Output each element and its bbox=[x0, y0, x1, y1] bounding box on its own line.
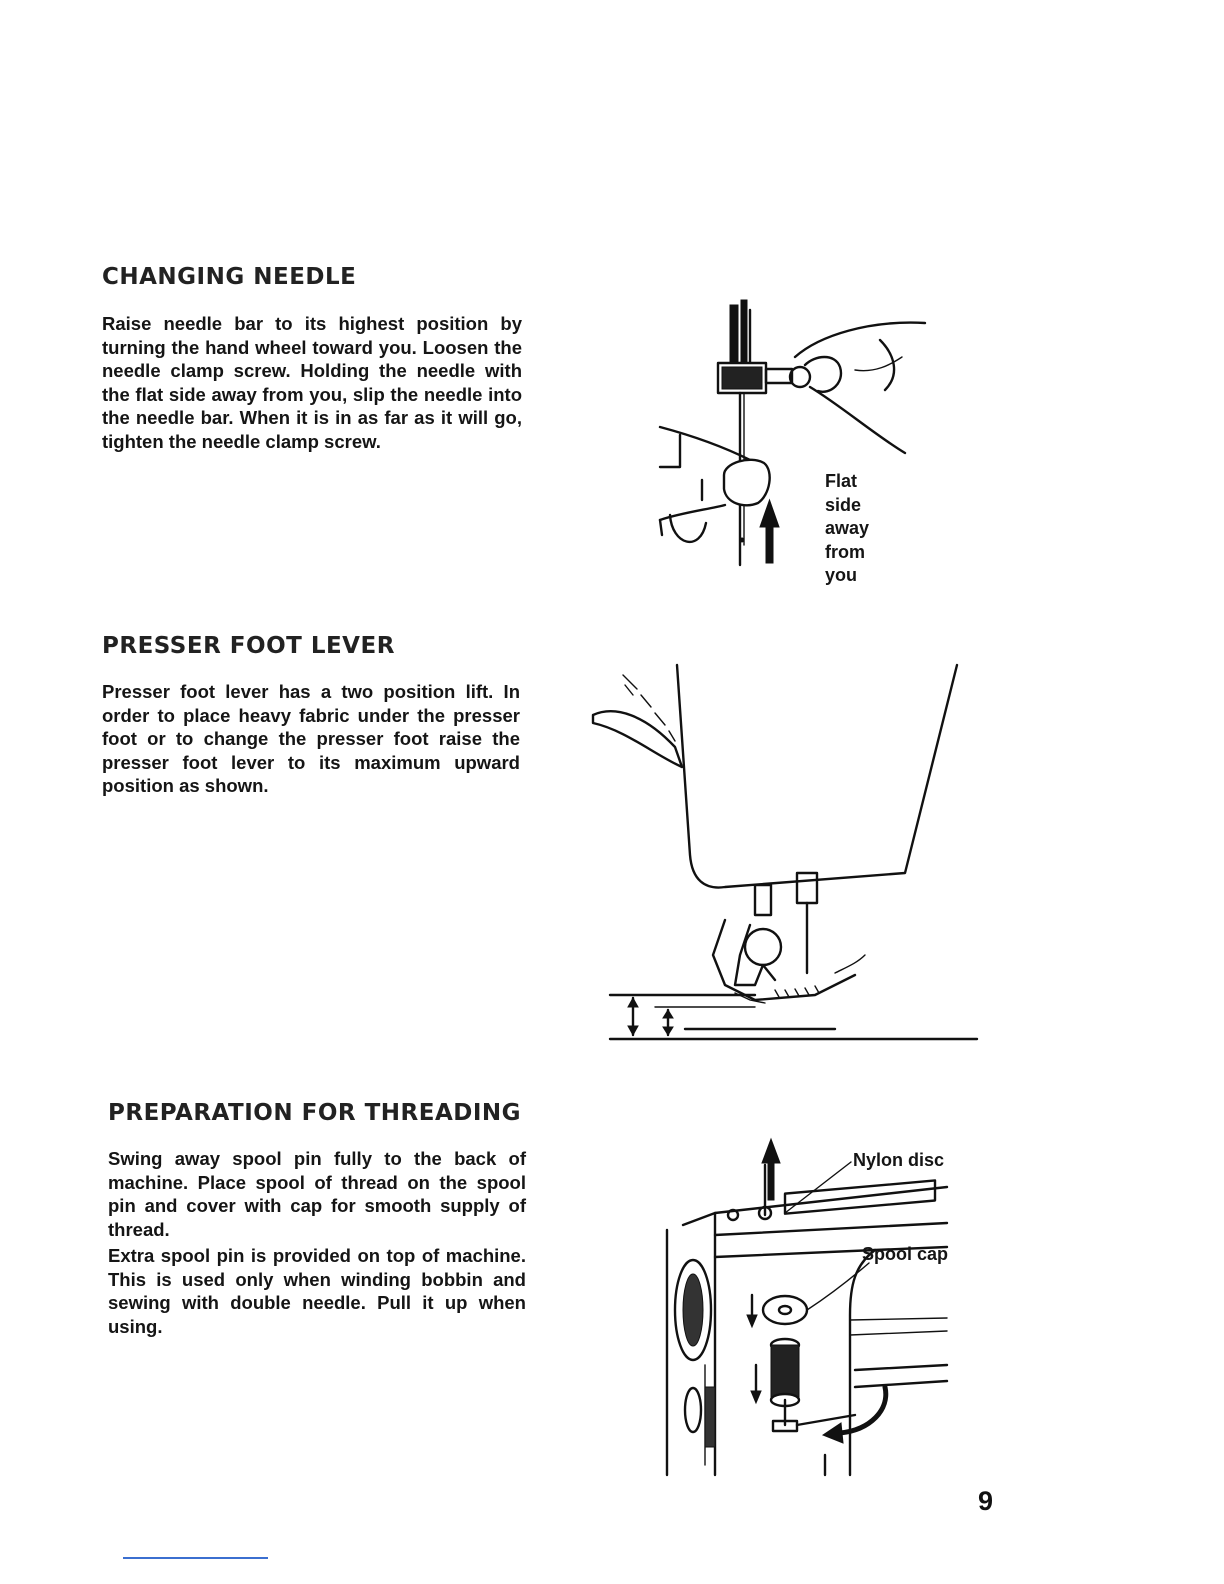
presser-foot-illustration bbox=[585, 655, 985, 1045]
presser-foot-text: Presser foot lever has a two position lift. In order to place heavy fabric under the presser foot or to change the presser foot raise the presser foot lever to its maximum upward position as shown. bbox=[102, 681, 520, 796]
machine-bed bbox=[610, 995, 977, 1039]
hand-wheel bbox=[667, 1230, 715, 1475]
machine-head bbox=[677, 665, 957, 888]
spool-pin-illustration bbox=[655, 1135, 955, 1475]
right-hand bbox=[795, 323, 925, 453]
needle-clamp bbox=[718, 363, 810, 393]
section-title-presser-foot-lever: PRESSER FOOT LEVER bbox=[102, 633, 395, 659]
spool-cap-label: Spool cap bbox=[862, 1244, 949, 1264]
needle-change-illustration bbox=[640, 295, 940, 595]
machine-arm bbox=[715, 1247, 947, 1475]
presser-bar bbox=[735, 873, 817, 985]
nylon-disc-label: Nylon disc bbox=[853, 1150, 945, 1170]
threading-text-1: Swing away spool pin fully to the back of machine. Place spool of thread on the spool pin and cover with cap for smooth supply of thread. bbox=[108, 1148, 526, 1240]
presser-foot-lever bbox=[593, 675, 682, 767]
up-arrow-icon bbox=[760, 500, 779, 563]
changing-needle-text: Raise needle bar to its highest position by turning the hand wheel toward you. Loosen the needle clamp screw. Holding the needle with the flat side away from you, slip the needle into the needle bar. When it is in as far as it will go, tighten the needle clamp screw. bbox=[102, 313, 522, 452]
needle-bar bbox=[730, 300, 750, 370]
machine-top bbox=[683, 1165, 947, 1475]
spool-cap bbox=[763, 1263, 869, 1324]
nylon-disc-pointer bbox=[785, 1162, 851, 1213]
bottom-rule bbox=[123, 1557, 268, 1559]
down-arrow-icon bbox=[747, 1295, 761, 1403]
page-number: 9 bbox=[978, 1486, 994, 1516]
section-title-preparation-for-threading: PREPARATION FOR THREADING bbox=[108, 1100, 522, 1126]
presser-foot bbox=[713, 920, 865, 1003]
section-title-changing-needle: CHANGING NEEDLE bbox=[102, 264, 357, 290]
threading-text-2: Extra spool pin is provided on top of machine. This is used only when winding bobbin and sewing with double needle. Pull it up when using. bbox=[108, 1245, 526, 1337]
thread-spool bbox=[771, 1339, 855, 1431]
flat-side-label: Flat side away from you bbox=[825, 471, 870, 585]
left-hand bbox=[660, 427, 770, 542]
